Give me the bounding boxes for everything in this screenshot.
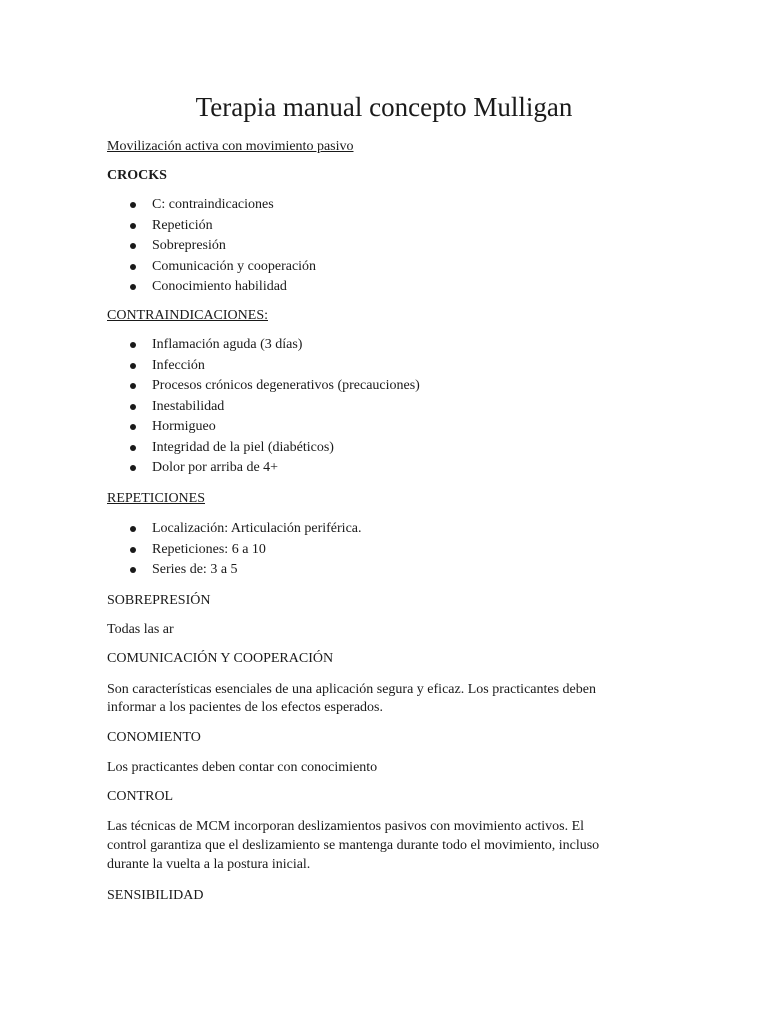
repeticiones-heading: REPETICIONES bbox=[107, 491, 205, 506]
list-item: Procesos crónicos degenerativos (precauciones) bbox=[107, 376, 420, 397]
list-item: Dolor por arriba de 4+ bbox=[107, 458, 420, 479]
list-item: Repetición bbox=[107, 216, 316, 237]
bullet-icon bbox=[130, 547, 136, 553]
bullet-icon bbox=[130, 363, 136, 369]
contraindicaciones-heading: CONTRAINDICACIONES: bbox=[107, 308, 268, 323]
comunicacion-line-1: Son características esenciales de una aplicación segura y eficaz. Los practicantes deben bbox=[107, 682, 596, 697]
bullet-icon bbox=[130, 445, 136, 451]
comunicacion-heading: COMUNICACIÓN Y COOPERACIÓN bbox=[107, 651, 334, 666]
control-heading: CONTROL bbox=[107, 789, 174, 804]
list-item: Comunicación y cooperación bbox=[107, 257, 316, 278]
crocks-list bbox=[107, 195, 316, 298]
bullet-icon bbox=[130, 264, 136, 270]
list-item: Sobrepresión bbox=[107, 236, 316, 257]
bullet-icon bbox=[130, 465, 136, 471]
bullet-icon bbox=[130, 526, 136, 532]
bullet-icon bbox=[130, 567, 136, 573]
bullet-icon bbox=[130, 424, 136, 430]
sobrepresion-heading: SOBREPRESIÓN bbox=[107, 593, 211, 608]
list-item: C: contraindicaciones bbox=[107, 195, 316, 216]
sobrepresion-text: Todas las ar bbox=[107, 622, 174, 637]
conocimiento-text: Los practicantes deben contar con conocimiento bbox=[107, 760, 378, 775]
bullet-icon bbox=[130, 243, 136, 249]
document-title: Terapia manual concepto Mulligan bbox=[195, 92, 573, 122]
list-item: Inflamación aguda (3 días) bbox=[107, 335, 420, 356]
list-item: Integridad de la piel (diabéticos) bbox=[107, 438, 420, 459]
conocimiento-heading: CONOMIENTO bbox=[107, 730, 201, 745]
bullet-icon bbox=[130, 284, 136, 290]
list-item: Series de: 3 a 5 bbox=[107, 560, 362, 581]
contraindicaciones-list bbox=[107, 335, 420, 479]
bullet-icon bbox=[130, 342, 136, 348]
bullet-icon bbox=[130, 223, 136, 229]
control-line-3: durante la vuelta a la postura inicial. bbox=[107, 857, 311, 872]
comunicacion-line-2: informar a los pacientes de los efectos esperados. bbox=[107, 700, 384, 715]
sensibilidad-heading: SENSIBILIDAD bbox=[107, 888, 204, 903]
bullet-icon bbox=[130, 404, 136, 410]
repeticiones-list bbox=[107, 519, 362, 581]
control-line-1: Las técnicas de MCM incorporan deslizamientos pasivos con movimiento activos. El bbox=[107, 819, 585, 834]
control-line-2: control garantiza que el deslizamiento se mantenga durante todo el movimiento, incluso bbox=[107, 838, 600, 853]
list-item: Localización: Articulación periférica. bbox=[107, 519, 362, 540]
list-item: Conocimiento habilidad bbox=[107, 277, 316, 298]
list-item: Hormigueo bbox=[107, 417, 420, 438]
bullet-icon bbox=[130, 202, 136, 208]
list-item: Inestabilidad bbox=[107, 397, 420, 418]
subtitle: Movilización activa con movimiento pasivo bbox=[107, 139, 354, 154]
bullet-icon bbox=[130, 383, 136, 389]
list-item: Repeticiones: 6 a 10 bbox=[107, 540, 362, 561]
list-item: Infección bbox=[107, 356, 420, 377]
crocks-heading: CROCKS bbox=[107, 168, 167, 183]
